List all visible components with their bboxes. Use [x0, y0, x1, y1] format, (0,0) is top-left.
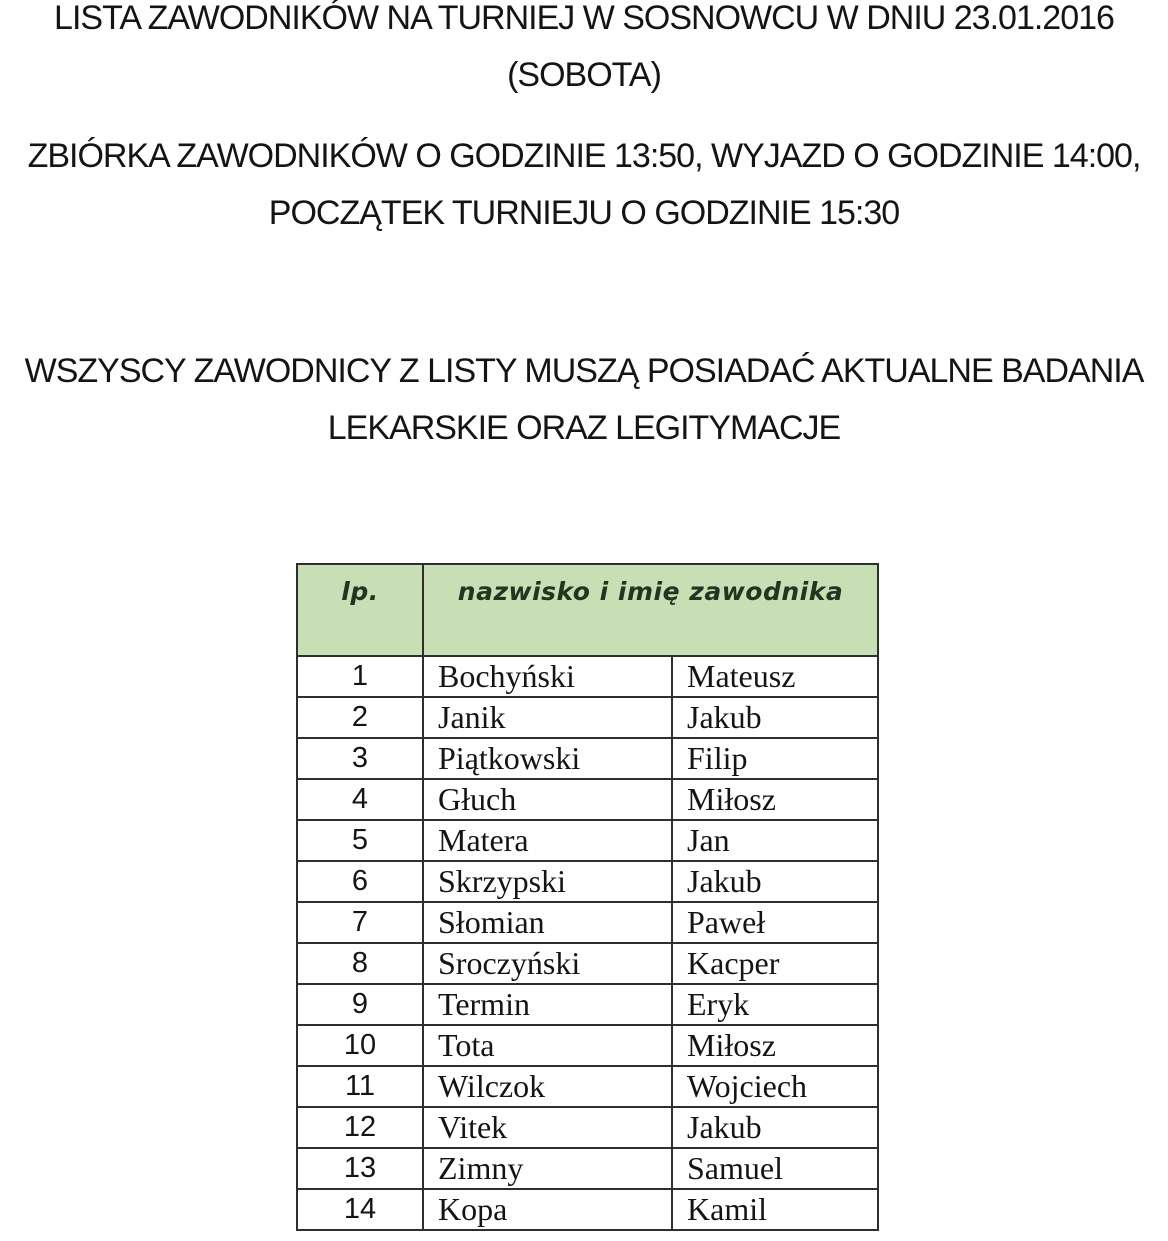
player-surname: Tota — [423, 1025, 672, 1066]
table-header-row — [297, 564, 878, 656]
row-number: 8 — [297, 943, 423, 984]
notice-line-1: WSZYSCY ZAWODNICY Z LISTY MUSZĄ POSIADAĆ AKTUALNE BADANIA — [24, 352, 1144, 390]
player-surname: Piątkowski — [423, 738, 672, 779]
table-header-player: nazwisko i imię zawodnika — [423, 564, 878, 656]
table-row — [297, 820, 878, 861]
table-row — [297, 779, 878, 820]
player-surname: Słomian — [423, 902, 672, 943]
player-first-name: Paweł — [672, 902, 878, 943]
player-first-name: Miłosz — [672, 1025, 878, 1066]
player-surname: Janik — [423, 697, 672, 738]
row-number: 7 — [297, 902, 423, 943]
schedule-line-1: ZBIÓRKA ZAWODNIKÓW O GODZINIE 13:50, WYJAZD O GODZINIE 14:00, — [27, 137, 1141, 175]
player-surname: Vitek — [423, 1107, 672, 1148]
table-row — [297, 943, 878, 984]
table-row — [297, 902, 878, 943]
row-number: 10 — [297, 1025, 423, 1066]
table-row — [297, 1148, 878, 1189]
table-row — [297, 1025, 878, 1066]
row-number: 3 — [297, 738, 423, 779]
player-first-name: Jakub — [672, 861, 878, 902]
player-surname: Zimny — [423, 1148, 672, 1189]
table-row — [297, 1107, 878, 1148]
players-table-body — [297, 656, 878, 1230]
player-surname: Termin — [423, 984, 672, 1025]
table-header-lp: lp. — [297, 564, 423, 656]
row-number: 11 — [297, 1066, 423, 1107]
player-surname: Kopa — [423, 1189, 672, 1230]
player-first-name: Mateusz — [672, 656, 878, 697]
table-row — [297, 1189, 878, 1230]
player-surname: Bochyński — [423, 656, 672, 697]
row-number: 2 — [297, 697, 423, 738]
table-row — [297, 697, 878, 738]
table-row — [297, 738, 878, 779]
player-surname: Sroczyński — [423, 943, 672, 984]
schedule-line-2: POCZĄTEK TURNIEJU O GODZINIE 15:30 — [268, 194, 900, 232]
player-surname: Matera — [423, 820, 672, 861]
player-first-name: Miłosz — [672, 779, 878, 820]
players-table — [296, 563, 879, 1231]
document-title-line-1: LISTA ZAWODNIKÓW NA TURNIEJ W SOSNOWCU W DNIU 23.01.2016 — [54, 0, 1114, 37]
player-first-name: Kamil — [672, 1189, 878, 1230]
player-first-name: Wojciech — [672, 1066, 878, 1107]
table-row — [297, 656, 878, 697]
row-number: 5 — [297, 820, 423, 861]
table-row — [297, 1066, 878, 1107]
player-first-name: Samuel — [672, 1148, 878, 1189]
row-number: 6 — [297, 861, 423, 902]
player-surname: Głuch — [423, 779, 672, 820]
row-number: 9 — [297, 984, 423, 1025]
player-first-name: Jan — [672, 820, 878, 861]
player-first-name: Kacper — [672, 943, 878, 984]
table-row — [297, 984, 878, 1025]
row-number: 14 — [297, 1189, 423, 1230]
document-title-line-2: (SOBOTA) — [507, 56, 661, 94]
table-row — [297, 861, 878, 902]
player-surname: Wilczok — [423, 1066, 672, 1107]
row-number: 1 — [297, 656, 423, 697]
player-first-name: Jakub — [672, 697, 878, 738]
row-number: 13 — [297, 1148, 423, 1189]
player-first-name: Eryk — [672, 984, 878, 1025]
player-surname: Skrzypski — [423, 861, 672, 902]
player-first-name: Filip — [672, 738, 878, 779]
row-number: 12 — [297, 1107, 423, 1148]
notice-line-2: LEKARSKIE ORAZ LEGITYMACJE — [327, 409, 841, 447]
row-number: 4 — [297, 779, 423, 820]
player-first-name: Jakub — [672, 1107, 878, 1148]
